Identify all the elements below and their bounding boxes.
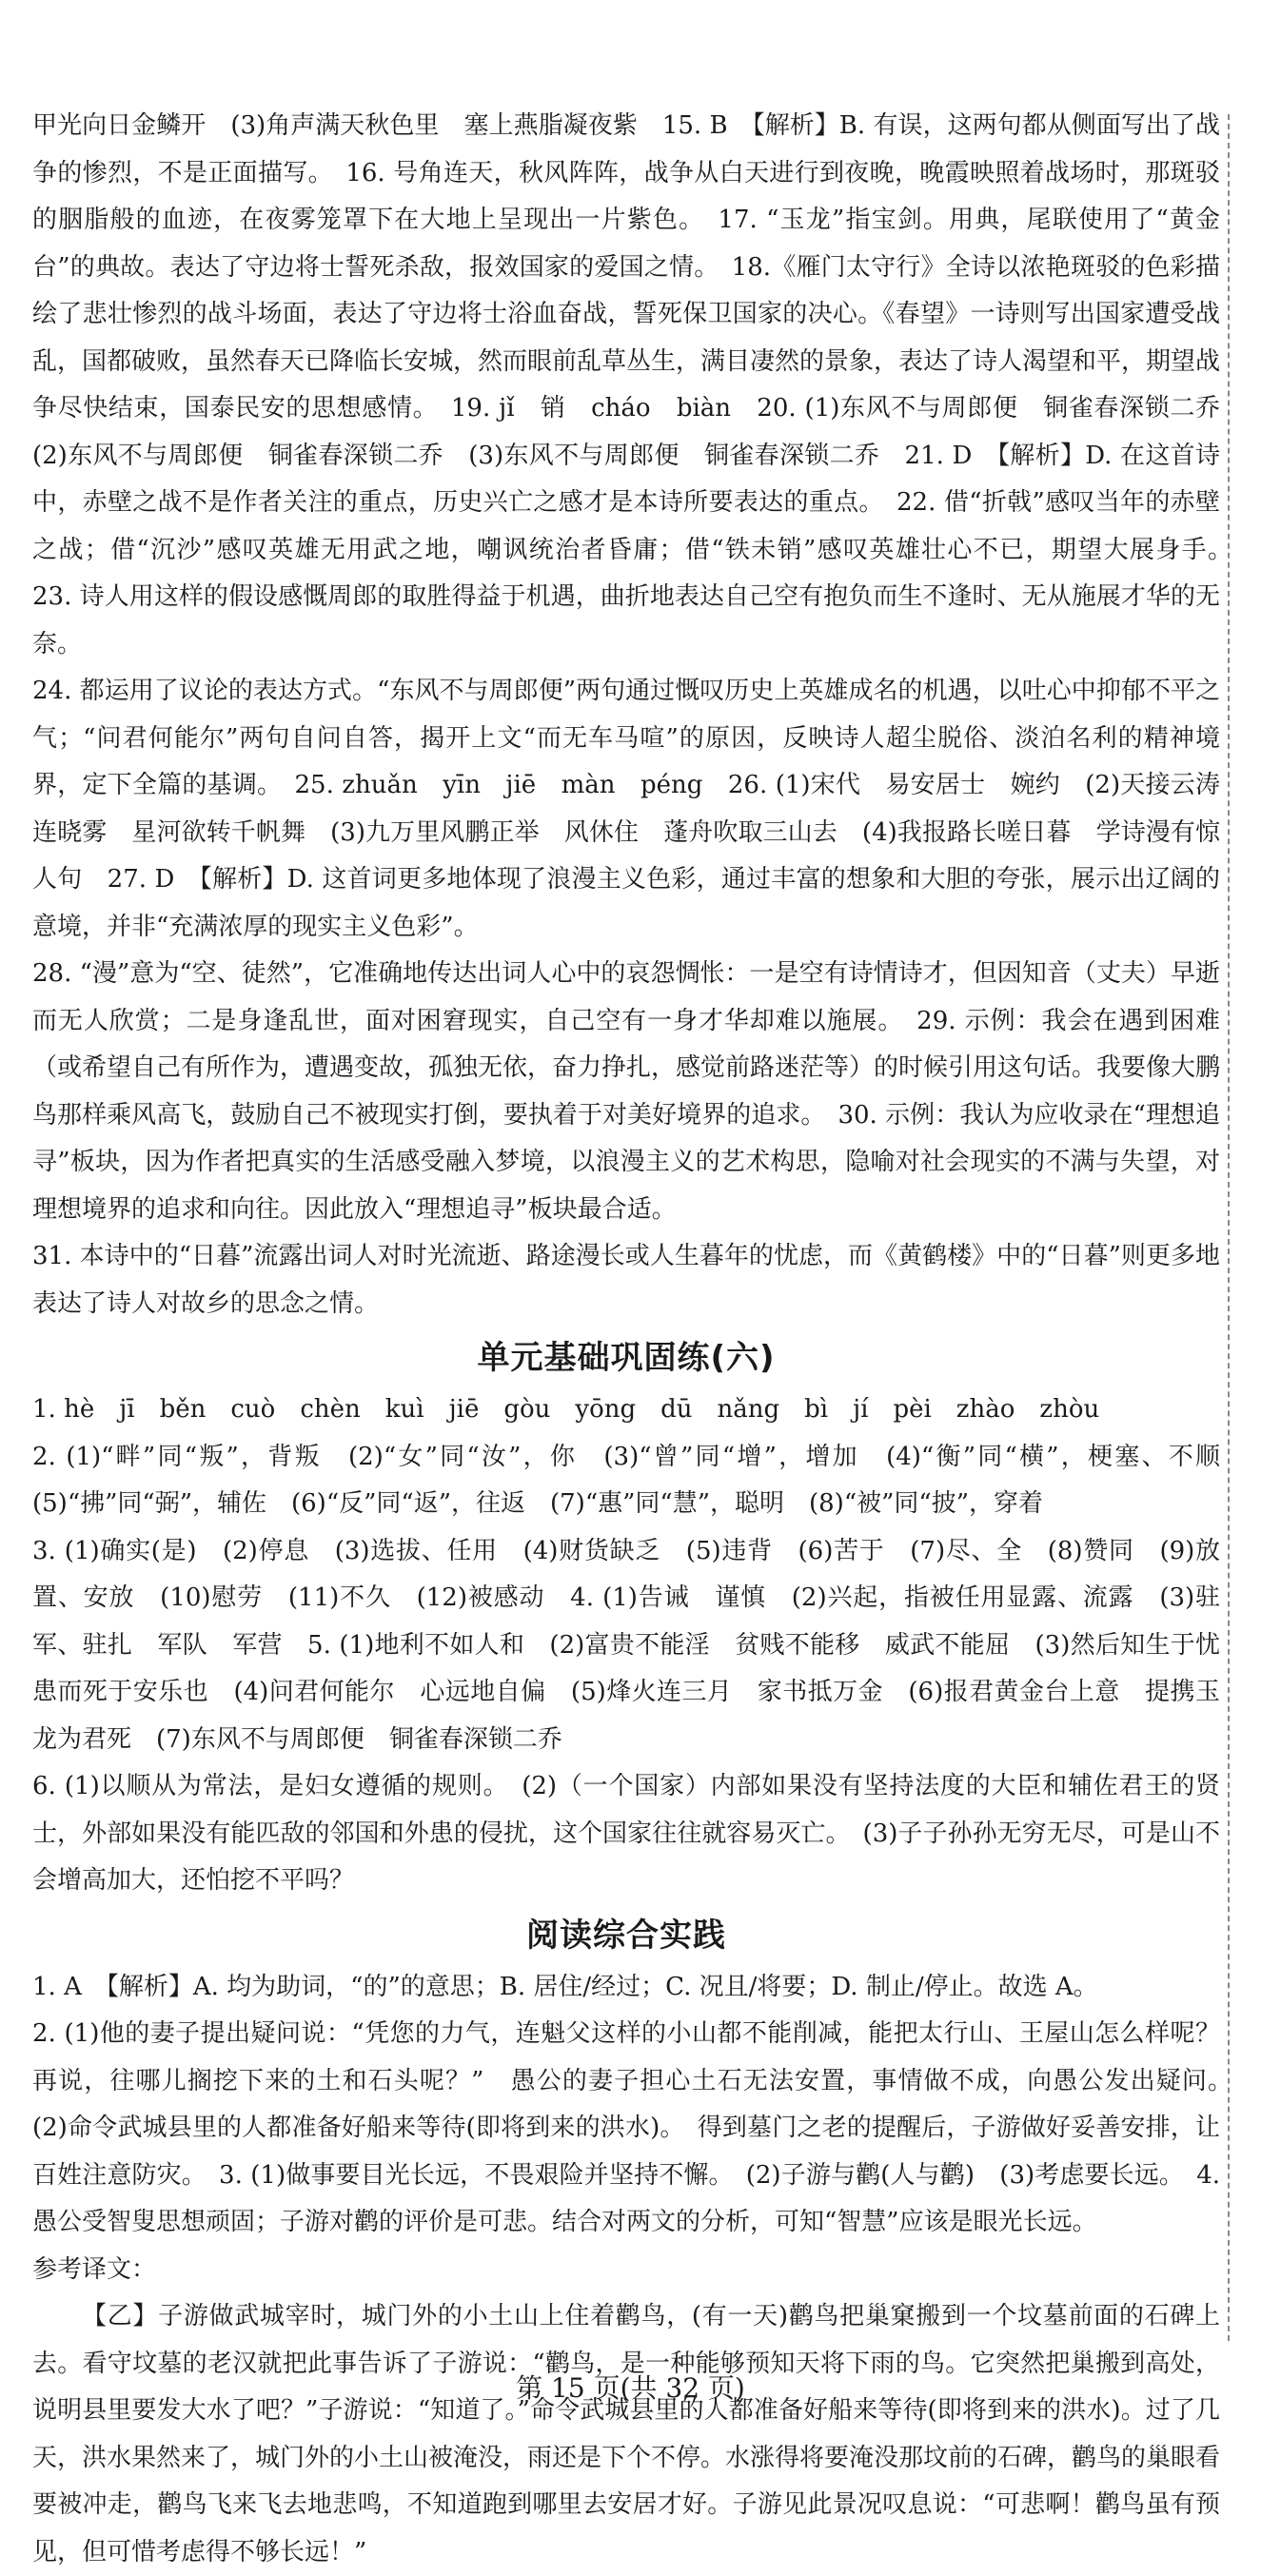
answer-paragraph: 1. hè jī běn cuò chèn kuì jiē gòu yōng dū nǎng bì jí pèi zhào zhòu <box>32 1386 1220 1434</box>
section-title: 单元基础巩固练(六) <box>32 1329 1220 1386</box>
answer-paragraph: 2. (1)他的妻子提出疑问说：“凭您的力气，连魁父这样的小山都不能削减，能把太行山、王屋山怎么样呢？再说，往哪儿搁挖下来的土和石头呢？” 愚公的妻子担心土石无法安置，事情做不成，向愚公发出疑问。 (2)命令武城县里的人都准备好船来等待(即将到来的洪水)。 得到墓门之老的提醒后，子游做好妥善安排，让百姓注意防灾。 3. (1)做事要目光长远，不畏艰险并坚持不懈。 (2)子游与鹳(人与鹳) (3)考虑要长远。 4. 愚公受智叟思想顽固；子游对鹳的评价是可悲。结合对两文的分析，可知“智慧”应该是眼光长远。 <box>32 2011 1220 2247</box>
page-content <box>32 103 1220 2368</box>
answers-section-previous <box>32 103 1220 1327</box>
answer-paragraph: 甲光向日金鳞开 (3)角声满天秋色里 塞上燕脂凝夜紫 15. B 【解析】B. 有误，这两句都从侧面写出了战争的惨烈，不是正面描写。 16. 号角连天，秋风阵阵，战争从白天进行到夜晚，晚霞映照着战场时，那斑驳的胭脂般的血迹，在夜雾笼罩下在大地上呈现出一片紫色。 17. “玉龙”指宝剑。用典，尾联使用了“黄金台”的典故。表达了守边将士誓死杀敌，报效国家的爱国之情。 18.《雁门太守行》全诗以浓艳斑驳的色彩描绘了悲壮惨烈的战斗场面，表达了守边将士浴血奋战，誓死保卫国家的决心。《春望》一诗则写出国家遭受战乱，国都破败，虽然春天已降临长安城，然而眼前乱草丛生，满目凄然的景象，表达了诗人渴望和平，期望战争尽快结束，国泰民安的思想感情。 19. jǐ 销 cháo biàn 20. (1)东风不与周郎便 铜雀春深锁二乔 (2)东风不与周郎便 铜雀春深锁二乔 (3)东风不与周郎便 铜雀春深锁二乔 21. D 【解析】D. 在这首诗中，赤壁之战不是作者关注的重点，历史兴亡之感才是本诗所要表达的重点。 22. 借“折戟”感叹当年的赤壁之战；借“沉沙”感叹英雄无用武之地，嘲讽统治者昏庸；借“铁未销”感叹英雄壮心不已，期望大展身手。 23. 诗人用这样的假设感慨周郎的取胜得益于机遇，曲折地表达自己空有抱负而生不逢时、无从施展才华的无奈。 <box>32 103 1220 668</box>
answer-paragraph: 28. “漫”意为“空、徒然”，它准确地传达出词人心中的哀怨惆怅：一是空有诗情诗才，但因知音（丈夫）早逝而无人欣赏；二是身逢乱世，面对困窘现实，自己空有一身才华却难以施展。 29. 示例：我会在遇到困难（或希望自己有所作为，遭遇变故，孤独无依，奋力挣扎，感觉前路迷茫等）的时候引用这句话。我要像大鹏鸟那样乘风高飞，鼓励自己不被现实打倒，要执着于对美好境界的追求。 30. 示例：我认为应收录在“理想追寻”板块，因为作者把真实的生活感受融入梦境，以浪漫主义的艺术构思，隐喻对社会现实的不满与失望，对理想境界的追求和向往。因此放入“理想追寻”板块最合适。 <box>32 951 1220 1233</box>
section-title: 阅读综合实践 <box>32 1907 1220 1964</box>
answer-paragraph: 6. (1)以顺从为常法，是妇女遵循的规则。 (2)（一个国家）内部如果没有坚持法度的大臣和辅佐君王的贤士，外部如果没有能匹敌的邻国和外患的侵扰，这个国家往往就容易灭亡。 (3)子子孙孙无穷无尽，可是山不会增高加大，还怕挖不平吗？ <box>32 1763 1220 1905</box>
answer-paragraph: 2. (1)“畔”同“叛”，背叛 (2)“女”同“汝”，你 (3)“曾”同“增”，增加 (4)“衡”同“横”，梗塞、不顺 (5)“拂”同“弼”，辅佐 (6)“反”同“返”，往返 (7)“惠”同“慧”，聪明 (8)“被”同“披”，穿着 <box>32 1434 1220 1528</box>
reference-translation-label: 参考译文： <box>32 2247 1220 2294</box>
answer-paragraph: 24. 都运用了议论的表达方式。“东风不与周郎便”两句通过慨叹历史上英雄成名的机遇，以吐心中抑郁不平之气；“问君何能尔”两句自问自答，揭开上文“而无车马喧”的原因，反映诗人超尘脱俗、淡泊名利的精神境界，定下全篇的基调。 25. zhuǎn yīn jiē màn péng 26. (1)宋代 易安居士 婉约 (2)天接云涛连晓雾 星河欲转千帆舞 (3)九万里风鹏正举 风休住 蓬舟吹取三山去 (4)我报路长嗟日暮 学诗漫有惊人句 27. D 【解析】D. 这首词更多地体现了浪漫主义色彩，通过丰富的想象和大胆的夸张，展示出辽阔的意境，并非“充满浓厚的现实主义色彩”。 <box>32 668 1220 951</box>
unit-basic-practice-section <box>32 1329 1220 1905</box>
margin-dashed-line <box>1228 114 1230 2341</box>
answer-paragraph: 1. A 【解析】A. 均为助词，“的”的意思；B. 居住/经过；C. 况且/将要；D. 制止/停止。故选 A。 <box>32 1964 1220 2012</box>
reference-translation-text: 【乙】子游做武城宰时，城门外的小土山上住着鹳鸟，(有一天)鹳鸟把巢窠搬到一个坟墓前面的石碑上去。看守坟墓的老汉就把此事告诉了子游说：“鹳鸟，是一种能够预知天将下雨的鸟。它突然把巢搬到高处，说明县里要发大水了吧？”子游说：“知道了。”命令武城县里的人都准备好船来等待(即将到来的洪水)。过了几天，洪水果然来了，城门外的小土山被淹没，雨还是下个不停。水涨得将要淹没那坟前的石碑，鹳鸟的巢眼看要被冲走，鹳鸟飞来飞去地悲鸣，不知道跑到哪里去安居才好。子游见此景况叹息说：“可悲啊！鹳鸟虽有预见，但可惜考虑得不够长远！” <box>32 2293 1220 2576</box>
page-number-footer: 第 15 页(共 32 页) <box>0 2368 1261 2406</box>
answer-paragraph: 31. 本诗中的“日暮”流露出词人对时光流逝、路途漫长或人生暮年的忧虑，而《黄鹤楼》中的“日暮”则更多地表达了诗人对故乡的思念之情。 <box>32 1233 1220 1327</box>
answer-paragraph: 3. (1)确实(是) (2)停息 (3)选拔、任用 (4)财货缺乏 (5)违背 (6)苦于 (7)尽、全 (8)赞同 (9)放置、安放 (10)慰劳 (11)不久 (12)被感动 4. (1)告诫 谨慎 (2)兴起，指被任用显露、流露 (3)驻军、驻扎 军队 军营 5. (1)地利不如人和 (2)富贵不能淫 贫贱不能移 威武不能屈 (3)然后知生于忧患而死于安乐也 (4)问君何能尔 心远地自偏 (5)烽火连三月 家书抵万金 (6)报君黄金台上意 提携玉龙为君死 (7)东风不与周郎便 铜雀春深锁二乔 <box>32 1528 1220 1764</box>
reading-practice-section <box>32 1907 1220 2576</box>
